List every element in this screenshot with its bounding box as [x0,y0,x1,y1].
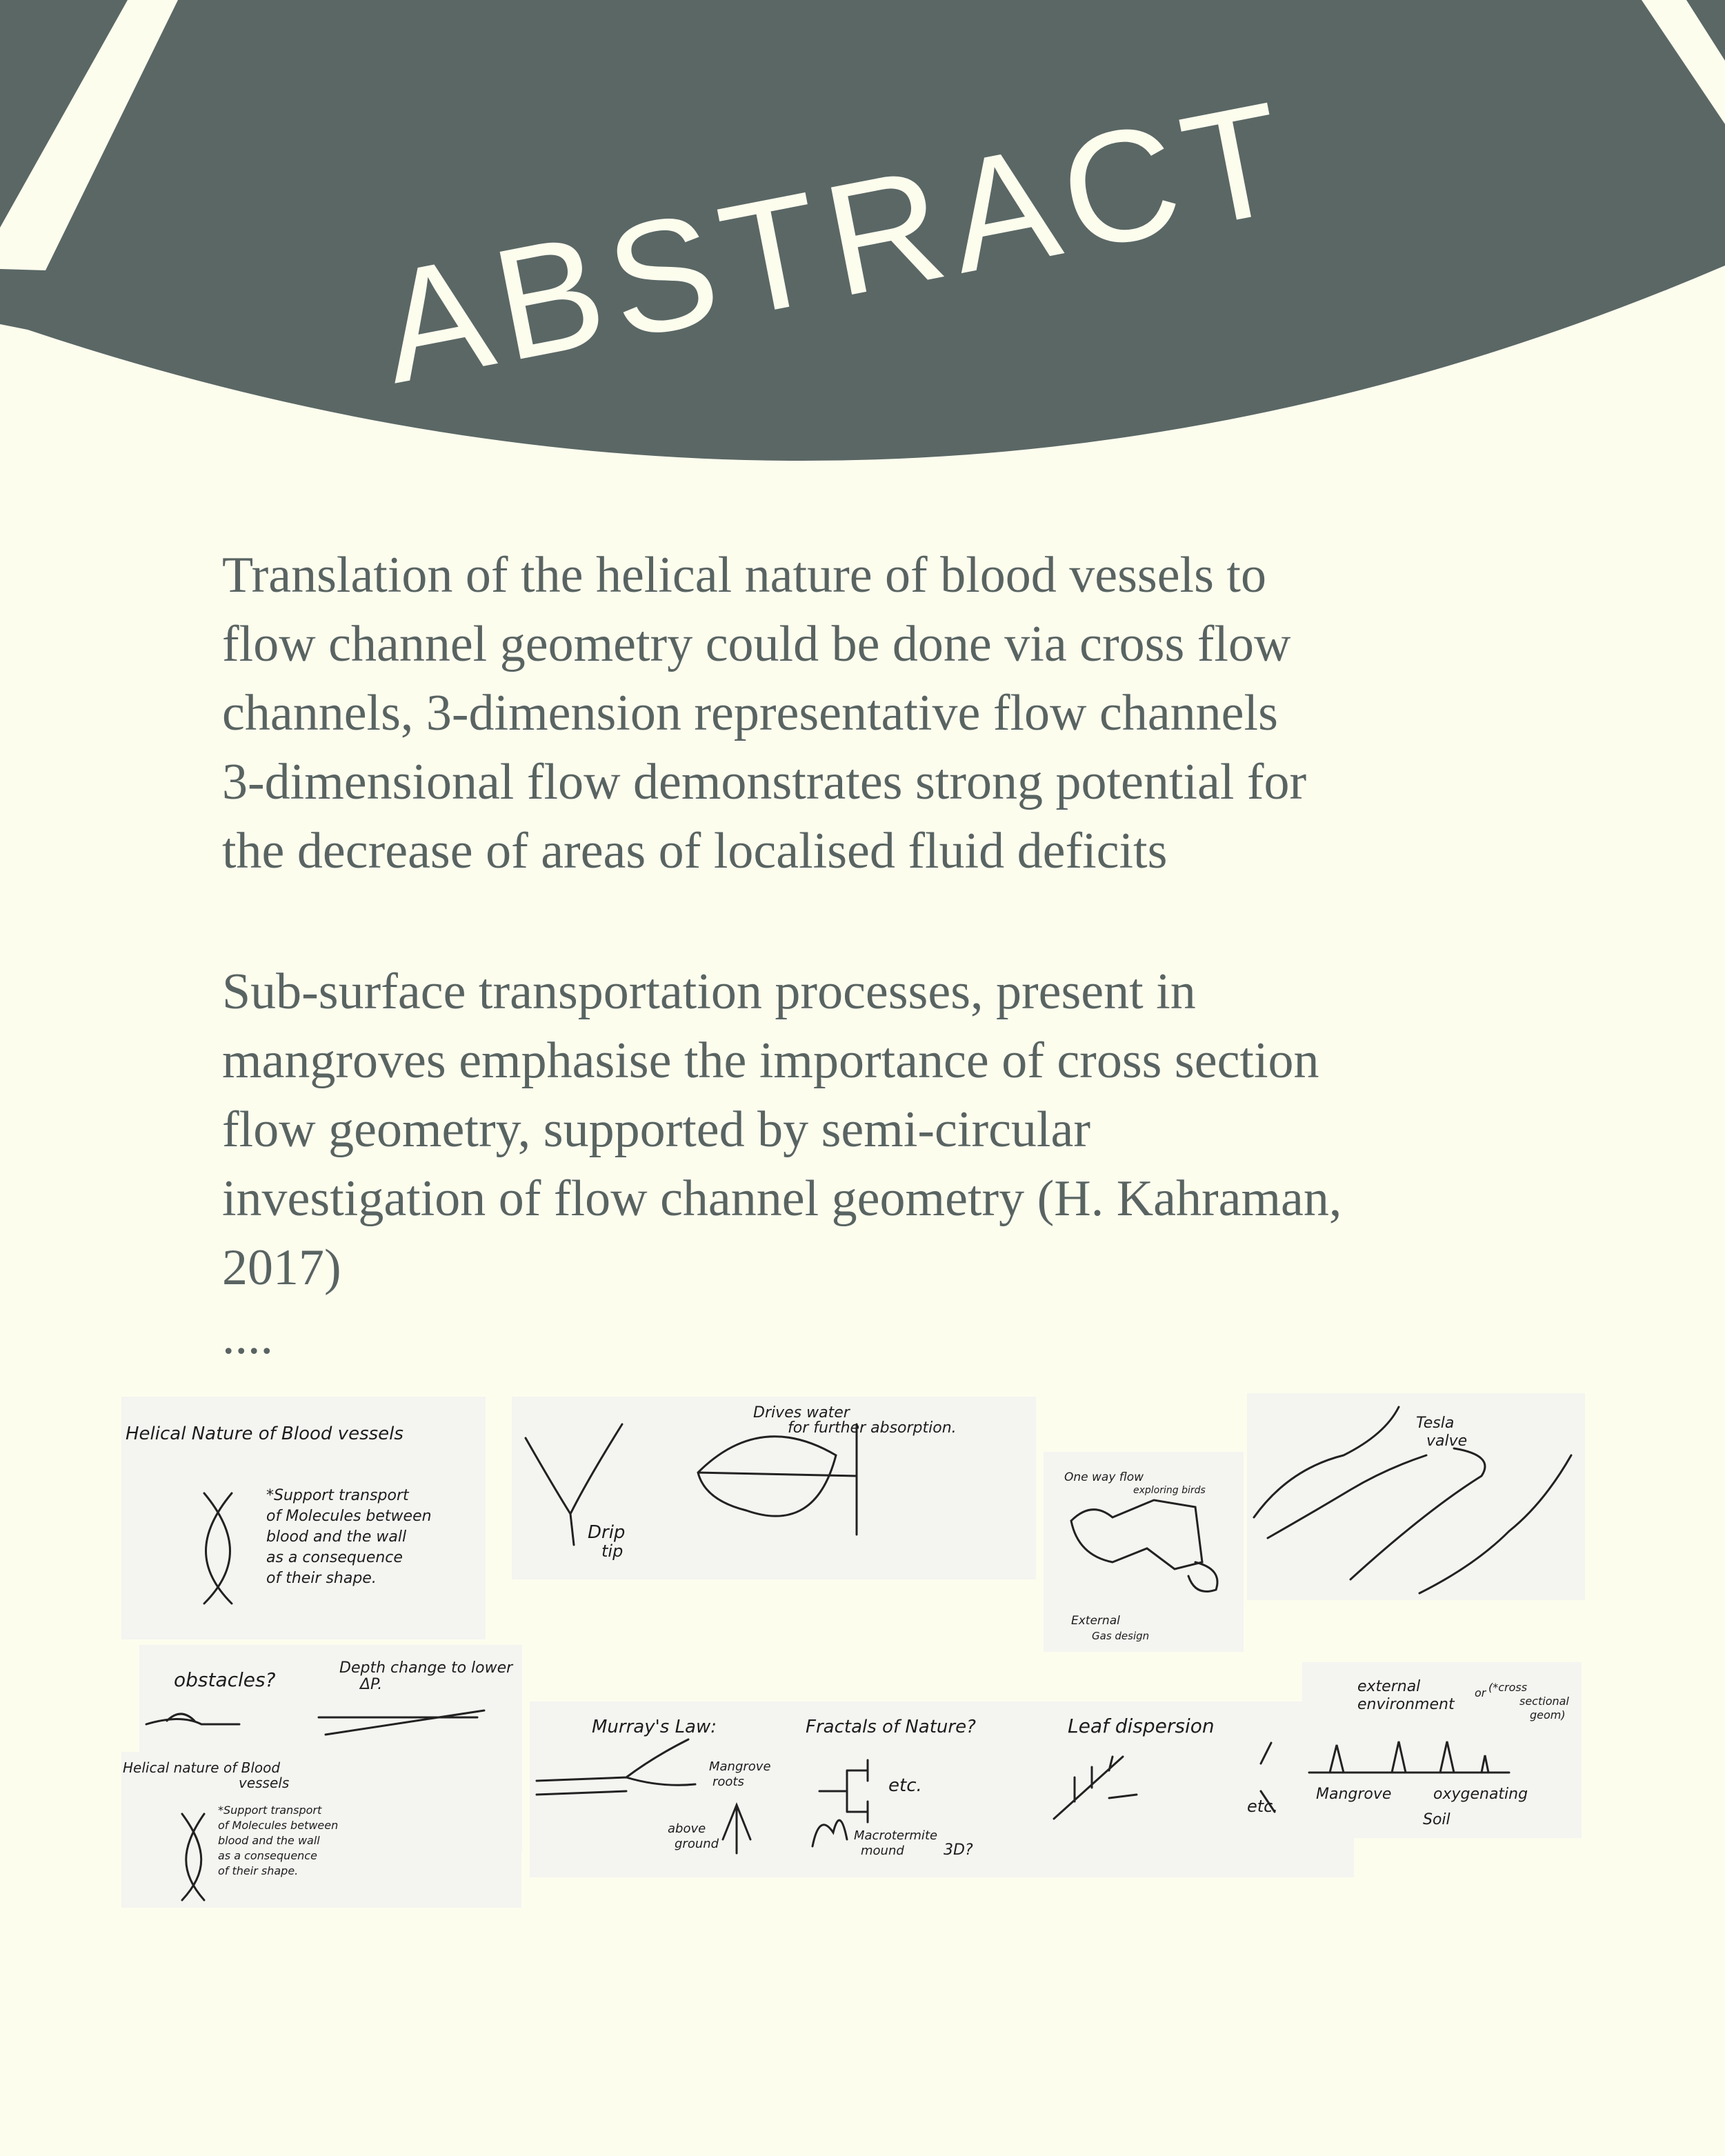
fractal-drawing [819,1760,868,1822]
paragraph-line: the decrease of areas of localised fluid deficits [222,823,1168,879]
sketch-title: Helical nature of Blood [123,1759,281,1776]
obstacle-drawing [146,1714,239,1724]
sketch-label: Mangrove [1316,1786,1392,1803]
sketch-label: One way flow [1064,1470,1144,1484]
helix-drawing [182,1814,204,1900]
sketch-label: ground [675,1837,719,1851]
sketch-label: tip [601,1541,624,1561]
sketch-label: oxygenating [1433,1786,1528,1803]
roots-drawing [723,1805,750,1853]
paragraph-line: 2017) [222,1239,341,1296]
sketch-label: etc. [888,1775,922,1796]
sketch-label: for further absorption. [788,1419,957,1437]
abstract-paragraph-2 [222,957,1464,1302]
helix-drawing [204,1493,232,1604]
sketch-note: as a consequence [218,1849,317,1862]
paragraph-line: Sub-surface transportation processes, present in [222,964,1196,1020]
abstract-banner [0,0,1725,497]
paragraph-line: Translation of the helical nature of blood vessels to [222,547,1266,603]
sketch-note: blood and the wall [218,1834,320,1847]
sketch-label: valve [1426,1433,1468,1450]
sketch-label: roots [712,1775,744,1789]
sketch-note: blood and the wall [266,1528,407,1546]
sketch-title: Helical Nature of Blood vessels [126,1424,403,1444]
sketch-label: (*cross [1488,1681,1528,1694]
sketch-label: Tesla [1416,1415,1455,1432]
sketch-label: geom) [1530,1708,1566,1721]
sketch-drip-tip-leaf [512,1397,1036,1579]
sketch-label: obstacles? [174,1668,276,1691]
sketch-label: etc. [1247,1797,1278,1816]
banner-title: ABSTRACT [367,66,1308,417]
sketch-note: as a consequence [266,1549,403,1566]
sketch-label: Mangrove [709,1759,771,1774]
sketch-label: sectional [1519,1695,1569,1708]
sketch-label: mound [861,1844,904,1858]
tesla-valve-drawing [1254,1407,1571,1593]
paragraph-line: 3-dimensional flow demonstrates strong potential for [222,754,1307,810]
sketch-note: of their shape. [266,1570,377,1587]
leaf-drawing [698,1424,857,1535]
sketch-label: Depth change to lower [339,1659,513,1677]
sketch-helical-blood-vessels-small [121,1752,521,1908]
sketch-murrays-law-fractals [530,1701,1354,1877]
paragraph-line: channels, 3-dimension representative flow channels [222,685,1278,741]
mangrove-roots-drawing [1309,1741,1509,1773]
sketch-one-way-flow [1044,1452,1244,1652]
sketch-label: Drip [588,1522,626,1543]
sketch-note: *Support transport [218,1804,322,1817]
mound-drawing [812,1820,847,1846]
sketch-label: External [1071,1614,1120,1628]
paragraph-line: flow channel geometry could be done via cross flow [222,616,1291,672]
branch-drawing [537,1739,695,1795]
sketch-note: *Support transport [266,1487,409,1504]
sketch-label: or [1475,1686,1486,1699]
depth-drawing [319,1710,484,1735]
paragraph-line: mangroves emphasise the importance of cross section [222,1032,1319,1089]
sketch-mangrove-soil [1302,1662,1582,1838]
sketch-label: Soil [1423,1811,1450,1828]
sketch-label: Leaf dispersion [1068,1715,1215,1737]
ellipsis: .... [222,1308,273,1365]
leaf-dispersion-drawing [1054,1743,1275,1819]
lung-drawing [1071,1500,1217,1592]
sketch-tesla-valve [1247,1393,1585,1600]
sketch-label: external [1357,1678,1421,1695]
sketch-label: ΔP. [360,1676,383,1693]
paragraph-line: flow geometry, supported by semi-circular [222,1101,1090,1158]
sketch-title: vessels [239,1775,290,1791]
sketch-note: of Molecules between [218,1819,339,1832]
sketch-label: 3D? [944,1841,973,1859]
sketch-label: Gas design [1092,1630,1150,1642]
abstract-paragraph-1 [222,541,1464,886]
paragraph-line: investigation of flow channel geometry (H. Kahraman, [222,1170,1342,1227]
sketch-label: above [668,1821,706,1836]
sketch-label: Murray's Law: [592,1717,717,1737]
sketch-helical-blood-vessels [121,1397,486,1639]
sketch-note: of their shape. [218,1864,299,1877]
sketch-label: Fractals of Nature? [806,1717,976,1737]
sketch-label: Drives water [753,1404,850,1421]
sketch-note: of Molecules between [266,1508,432,1525]
sketch-label: exploring birds [1133,1485,1206,1496]
sketch-label: environment [1357,1696,1455,1713]
sketch-label: Macrotermite [854,1828,938,1843]
